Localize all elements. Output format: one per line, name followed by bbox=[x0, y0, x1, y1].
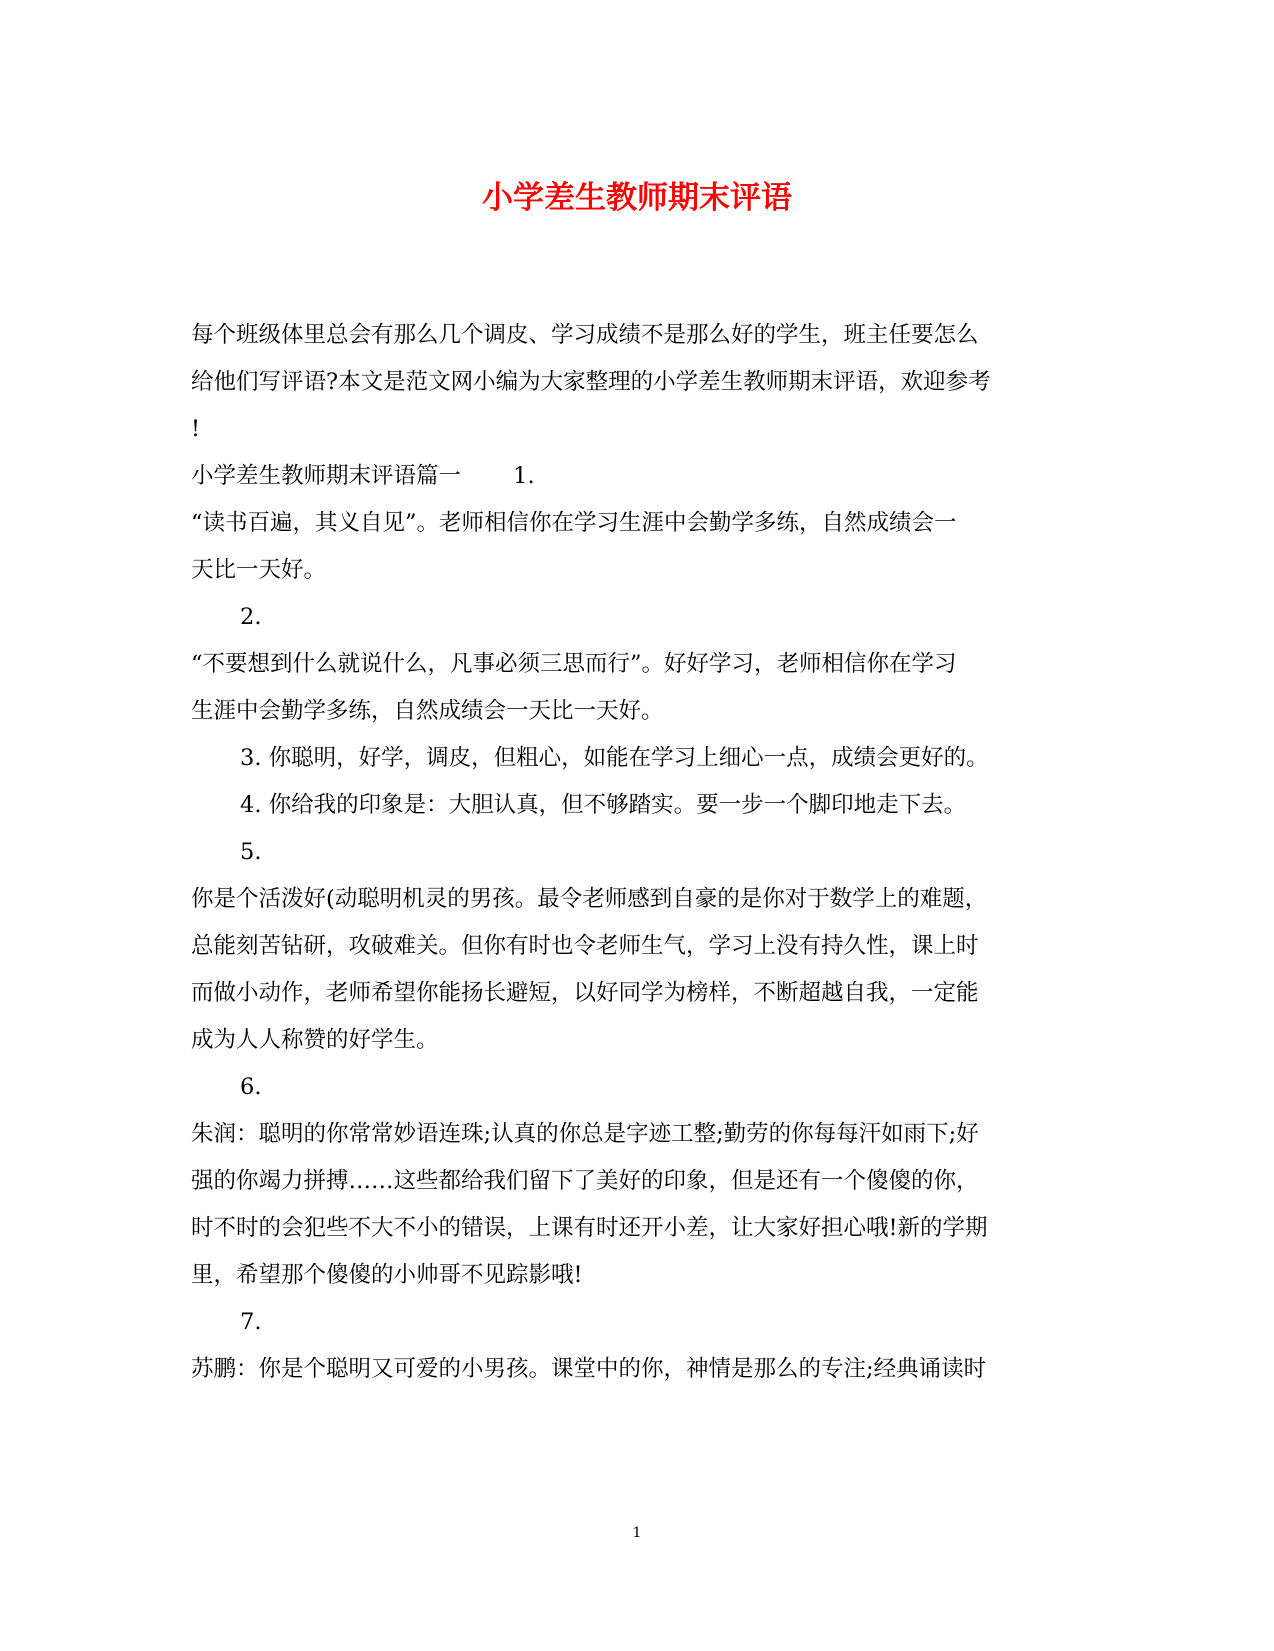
paragraph-line: “读书百遍，其义自见”。老师相信你在学习生涯中会勤学多练，自然成绩会一 bbox=[191, 510, 957, 536]
paragraph-line: 成为人人称赞的好学生。 bbox=[191, 1027, 439, 1053]
paragraph-line: 而做小动作，老师希望你能扬长避短，以好同学为榜样，不断超越自我，一定能 bbox=[191, 980, 979, 1006]
paragraph-line: 总能刻苦钻研，攻破难关。但你有时也令老师生气，学习上没有持久性，课上时 bbox=[191, 933, 979, 959]
paragraph-line: 里，希望那个傻傻的小帅哥不见踪影哦! bbox=[191, 1262, 583, 1288]
paragraph-line: 朱润：聪明的你常常妙语连珠;认真的你总是字迹工整;勤劳的你每每汗如雨下;好 bbox=[191, 1121, 979, 1147]
paragraph-line: 苏鹏：你是个聪明又可爱的小男孩。课堂中的你，神情是那么的专注;经典诵读时 bbox=[191, 1356, 987, 1382]
paragraph-line: ! bbox=[191, 416, 201, 442]
document-title: 小学差生教师期末评语 bbox=[482, 180, 792, 216]
paragraph-line: 天比一天好。 bbox=[191, 557, 327, 583]
item-number: 6. bbox=[240, 1074, 262, 1100]
paragraph-line: 时不时的会犯些不大不小的错误，上课有时还开小差，让大家好担心哦!新的学期 bbox=[191, 1215, 988, 1241]
paragraph-line: 给他们写评语?本文是范文网小编为大家整理的小学差生教师期末评语，欢迎参考 bbox=[191, 369, 991, 395]
item-number: 5. bbox=[240, 839, 262, 865]
paragraph-line: 每个班级体里总会有那么几个调皮、学习成绩不是那么好的学生，班主任要怎么 bbox=[191, 322, 979, 348]
section-heading: 小学差生教师期末评语篇一 1. bbox=[191, 463, 535, 489]
paragraph-line: “不要想到什么就说什么，凡事必须三思而行”。好好学习，老师相信你在学习 bbox=[191, 651, 957, 677]
paragraph-line: 你是个活泼好(动聪明机灵的男孩。最令老师感到自豪的是你对于数学上的难题， bbox=[191, 886, 988, 912]
paragraph-line: 4. 你给我的印象是：大胆认真，但不够踏实。要一步一个脚印地走下去。 bbox=[240, 792, 967, 818]
paragraph-line: 强的你竭力拼搏……这些都给我们留下了美好的印象，但是还有一个傻傻的你， bbox=[191, 1168, 979, 1194]
paragraph-line: 生涯中会勤学多练，自然成绩会一天比一天好。 bbox=[191, 698, 664, 724]
page-number: 1 bbox=[632, 1525, 642, 1541]
paragraph-line: 3. 你聪明，好学，调皮，但粗心，如能在学习上细心一点，成绩会更好的。 bbox=[240, 745, 989, 771]
item-number: 2. bbox=[240, 604, 262, 630]
item-number: 7. bbox=[240, 1309, 262, 1335]
